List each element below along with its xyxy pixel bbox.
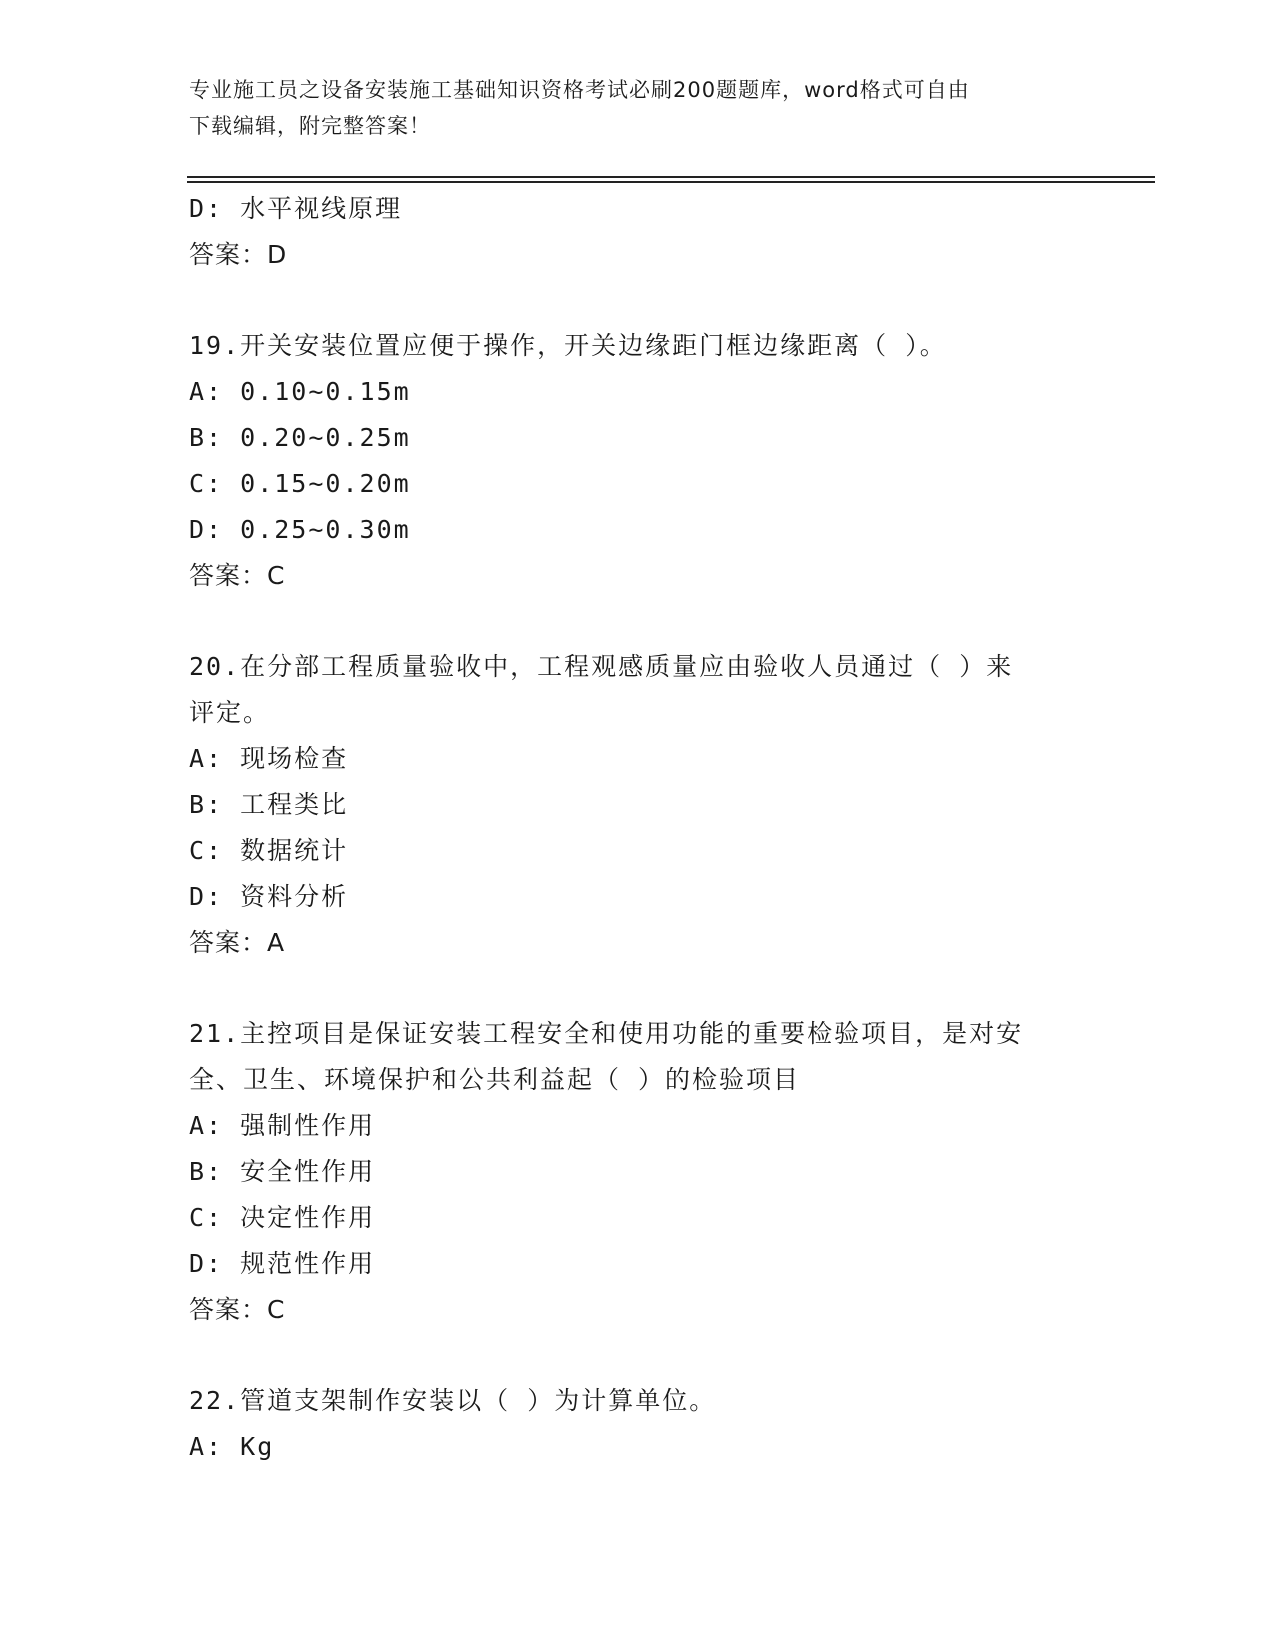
header-divider (187, 181, 1155, 183)
question-stem: 22.管道支架制作安装以（ ）为计算单位。 (189, 1386, 717, 1415)
question-block (189, 1333, 1109, 1470)
answer-option: B: 安全性作用 (189, 1157, 376, 1186)
answer-option: C: 数据统计 (189, 836, 349, 865)
header-title-line: 专业施工员之设备安装施工基础知识资格考试必刷200题题库，word格式可自由 (189, 78, 970, 102)
answer-key: 答案：C (189, 561, 286, 590)
answer-option: D: 水平视线原理 (189, 194, 403, 223)
answer-option: C: 决定性作用 (189, 1203, 376, 1232)
question-spacer (189, 1333, 1109, 1378)
header-title-line: 下载编辑，附完整答案！ (189, 114, 431, 138)
question-spacer (189, 966, 1109, 1011)
answer-option: B: 0.20~0.25m (189, 423, 411, 452)
question-stem: 19.开关安装位置应便于操作，开关边缘距门框边缘距离（ ）。 (189, 331, 947, 360)
question-list (189, 186, 1109, 1470)
question-stem: 全、卫生、环境保护和公共利益起（ ）的检验项目 (189, 1065, 801, 1094)
question-spacer (189, 599, 1109, 644)
answer-key: 答案：C (189, 1295, 286, 1324)
answer-option: A: 现场检查 (189, 744, 349, 773)
answer-key: 答案：A (189, 928, 286, 957)
answer-option: A: Kg (189, 1432, 275, 1461)
header-divider (187, 176, 1155, 178)
answer-option: D: 规范性作用 (189, 1249, 376, 1278)
question-block (189, 278, 1109, 599)
question-block (189, 966, 1109, 1333)
question-stem: 21.主控项目是保证安装工程安全和使用功能的重要检验项目，是对安 (189, 1019, 1024, 1048)
question-stem: 评定。 (189, 698, 271, 727)
question-continuation (189, 186, 1109, 278)
answer-option: D: 资料分析 (189, 882, 349, 911)
answer-option: B: 工程类比 (189, 790, 349, 819)
question-stem: 20.在分部工程质量验收中，工程观感质量应由验收人员通过（ ）来 (189, 652, 1014, 681)
question-spacer (189, 278, 1109, 323)
answer-option: D: 0.25~0.30m (189, 515, 411, 544)
answer-option: A: 强制性作用 (189, 1111, 376, 1140)
question-block (189, 599, 1109, 966)
document-header (189, 72, 1089, 144)
answer-key: 答案：D (189, 240, 288, 269)
answer-option: A: 0.10~0.15m (189, 377, 411, 406)
answer-option: C: 0.15~0.20m (189, 469, 411, 498)
